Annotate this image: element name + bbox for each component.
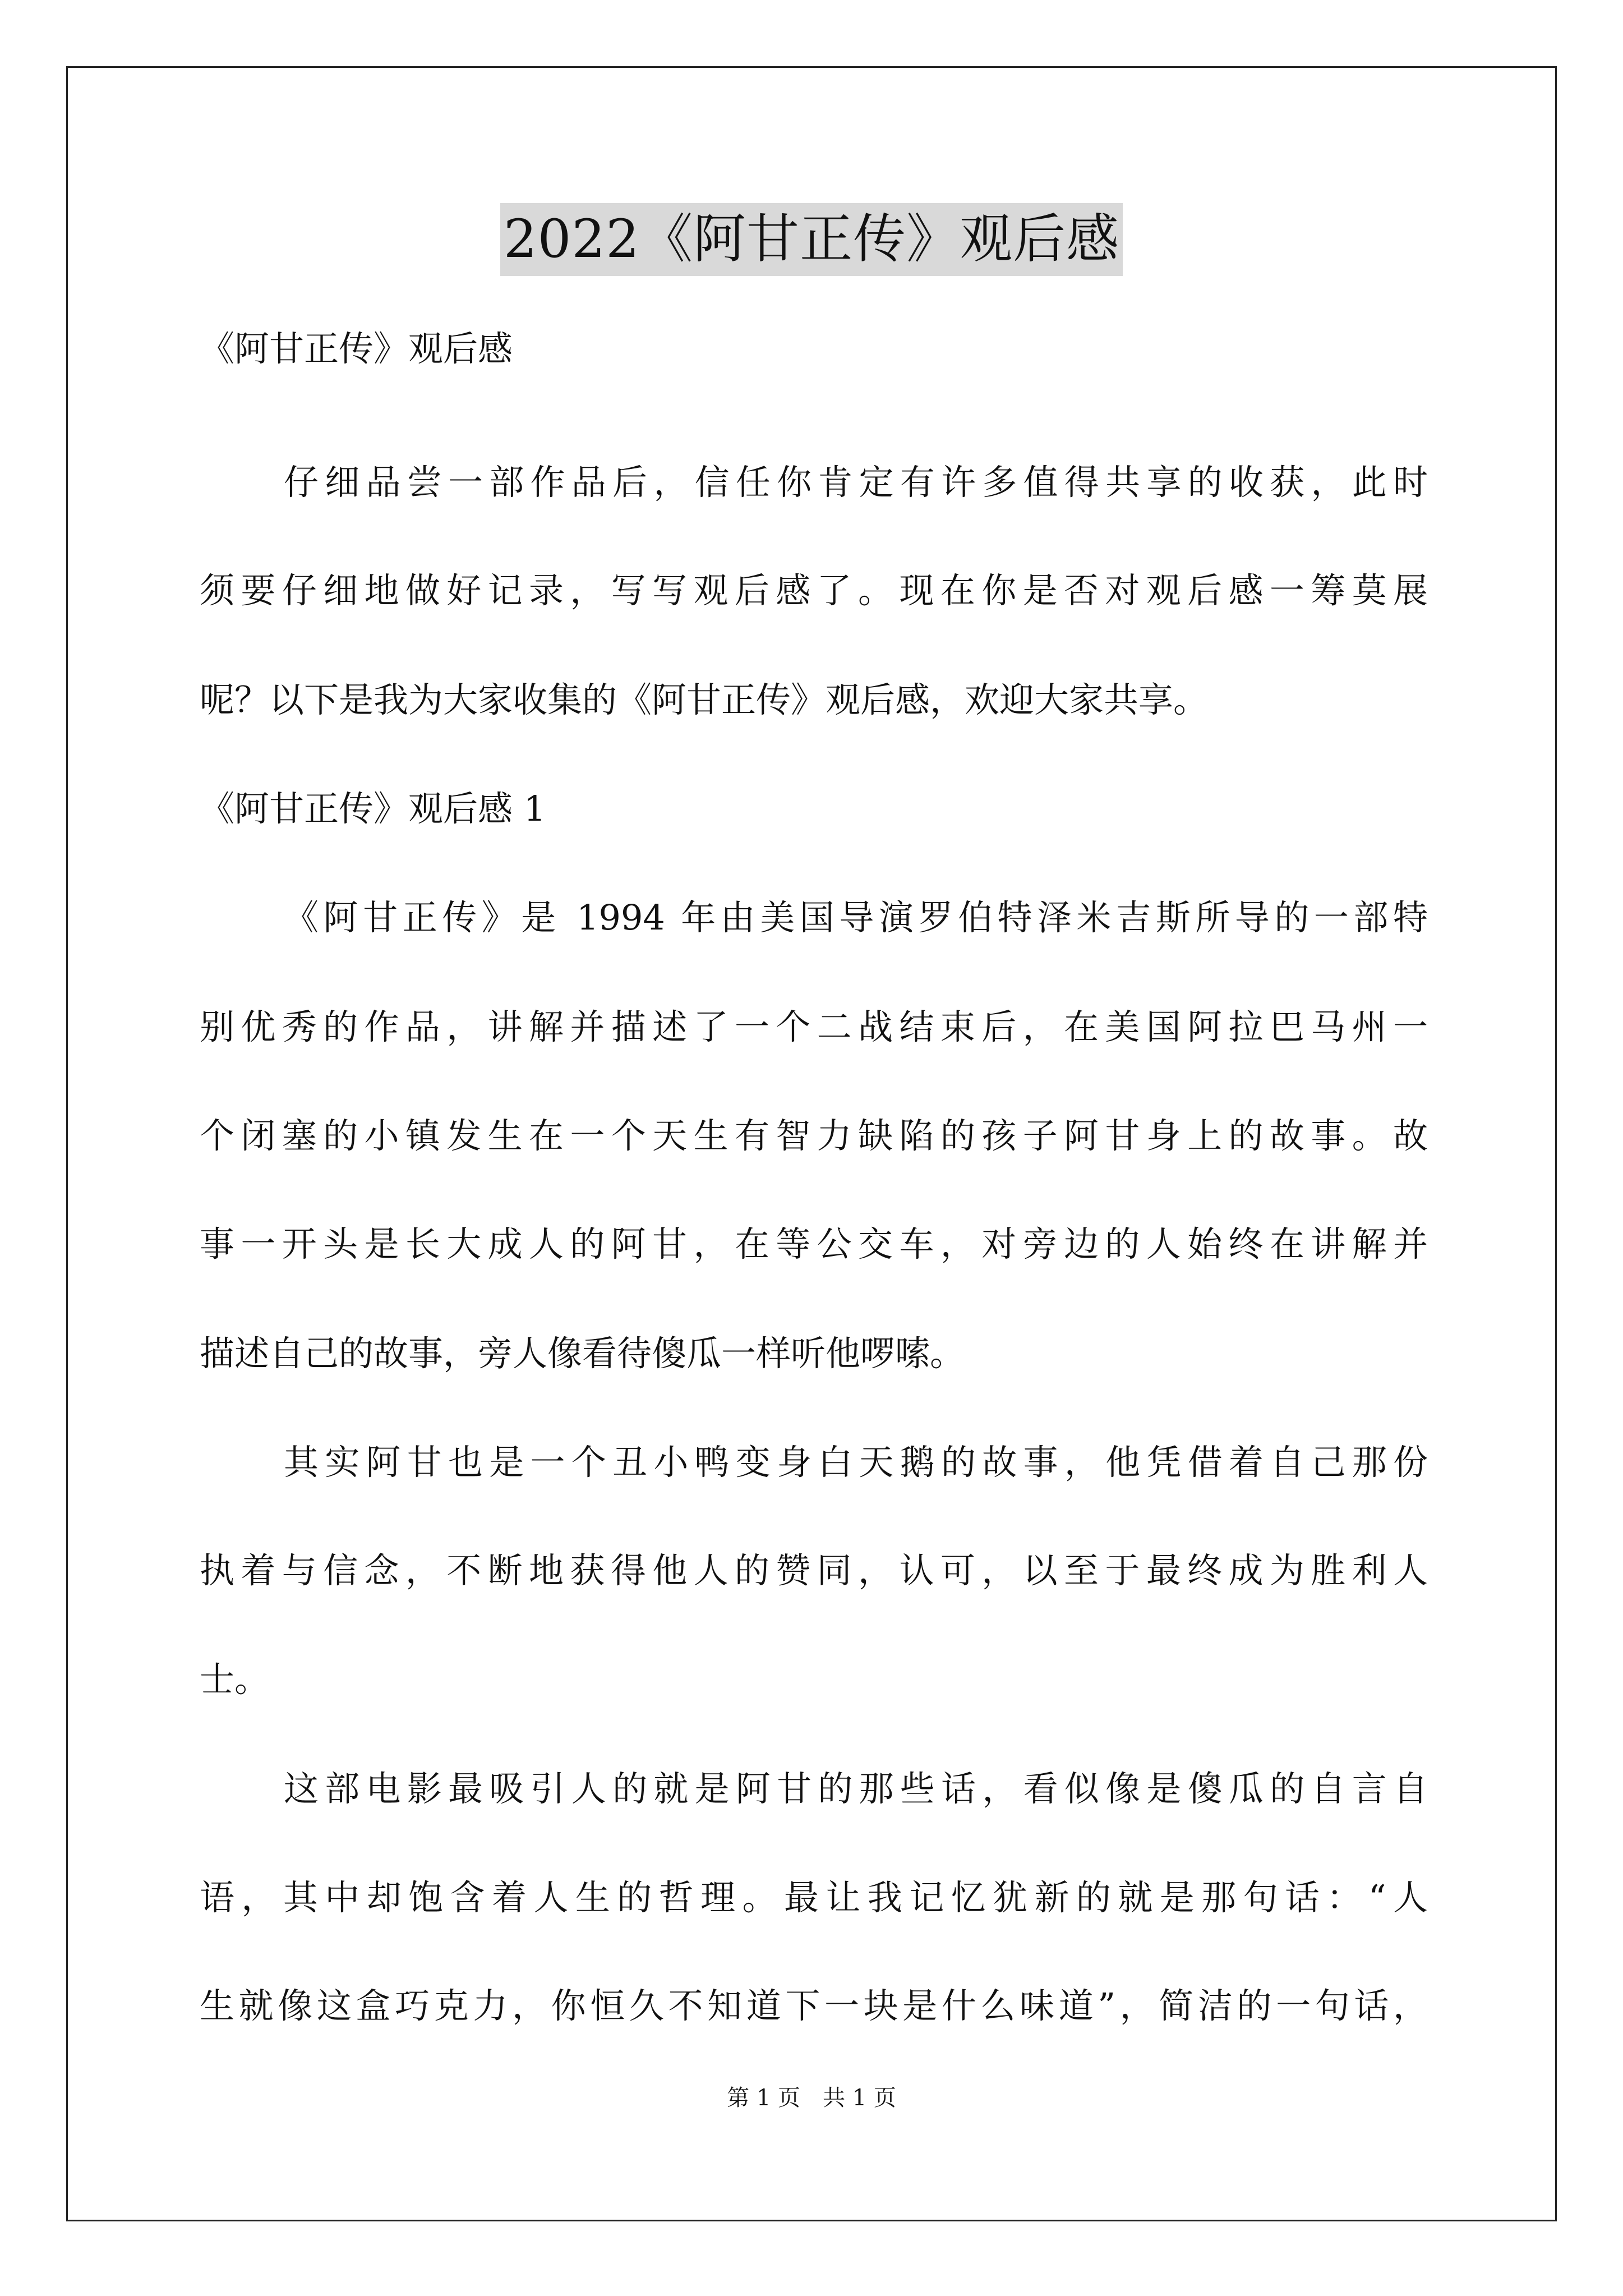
paragraph-line: 执着与信念，不断地获得他人的赞同，认可，以至于最终成为胜利人 <box>200 1550 1428 1591</box>
paragraph-line: 别优秀的作品，讲解并描述了一个二战结束后，在美国阿拉巴马州一 <box>200 1006 1428 1047</box>
paragraph-line: 个闭塞的小镇发生在一个天生有智力缺陷的孩子阿甘身上的故事。故 <box>200 1115 1428 1156</box>
paragraph-line: 呢？以下是我为大家收集的《阿甘正传》观后感，欢迎大家共享。 <box>200 679 1209 720</box>
paragraph-line: 这部电影最吸引人的就是阿甘的那些话，看似像是傻瓜的自言自 <box>284 1768 1428 1809</box>
title-container <box>0 203 1623 276</box>
paragraph-line: 《阿甘正传》是 1994 年由美国导演罗伯特泽米吉斯所导的一部特 <box>284 897 1428 938</box>
paragraph-line: 语，其中却饱含着人生的哲理。最让我记忆犹新的就是那句话：“人 <box>200 1877 1428 1918</box>
paragraph-line: 须要仔细地做好记录，写写观后感了。现在你是否对观后感一筹莫展 <box>200 570 1428 611</box>
paragraph-line: 仔细品尝一部作品后，信任你肯定有许多值得共享的收获，此时 <box>284 462 1428 503</box>
paragraph-line: 事一开头是长大成人的阿甘，在等公交车，对旁边的人始终在讲解并 <box>200 1223 1428 1264</box>
document-title: 2022《阿甘正传》观后感 <box>500 203 1123 276</box>
section-heading: 《阿甘正传》观后感 <box>200 328 513 369</box>
paragraph-line: 士。 <box>200 1659 270 1700</box>
section-heading: 《阿甘正传》观后感 1 <box>200 788 546 829</box>
paragraph-line: 描述自己的故事，旁人像看待傻瓜一样听他啰嗦。 <box>200 1333 965 1374</box>
page-footer: 第 1 页 共 1 页 <box>727 2085 896 2111</box>
paragraph-line: 其实阿甘也是一个丑小鸭变身白天鹅的故事，他凭借着自己那份 <box>284 1442 1428 1483</box>
paragraph-line: 生就像这盒巧克力，你恒久不知道下一块是什么味道”，简洁的一句话， <box>200 1985 1428 2026</box>
